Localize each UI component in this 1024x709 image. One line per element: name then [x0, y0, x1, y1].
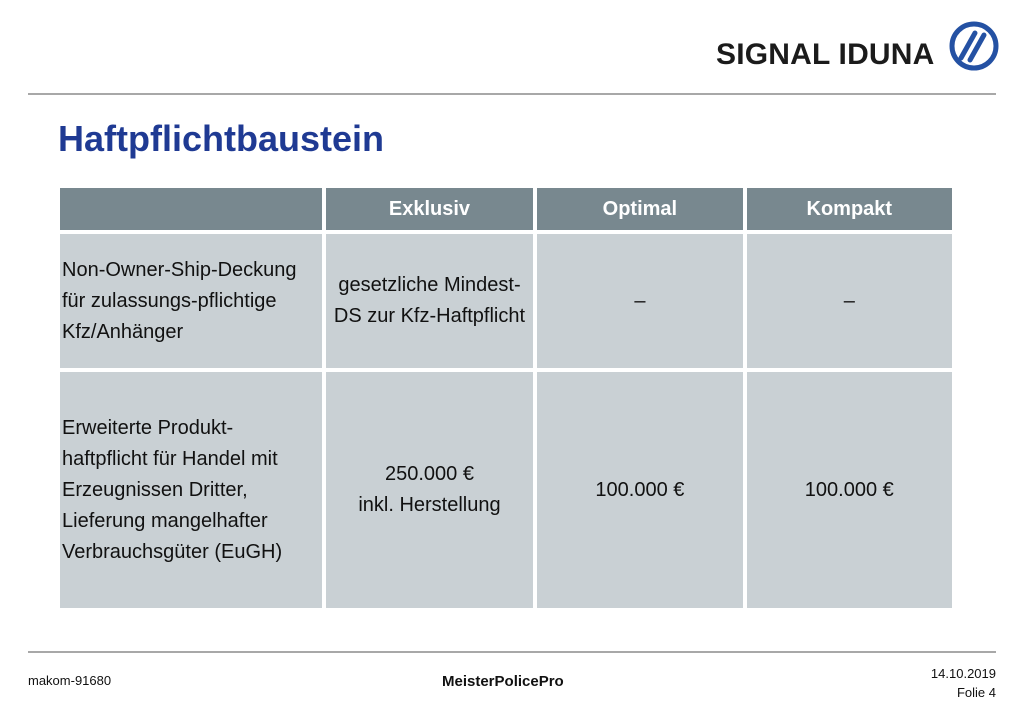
logo-text: SIGNAL IDUNA	[716, 38, 935, 71]
cell-exklusiv	[326, 372, 533, 608]
cell-exklusiv-note: inkl. Herstellung	[358, 494, 501, 516]
footer-right	[931, 664, 996, 702]
cell-exklusiv: gesetzliche Mindest-DS zur Kfz-Haftpflicht	[326, 234, 533, 368]
comparison-table	[56, 184, 956, 612]
cell-kompakt: –	[747, 234, 952, 368]
column-header-optimal: Optimal	[537, 188, 742, 230]
footer-product-name: MeisterPolicePro	[442, 673, 564, 690]
cell-exklusiv-value: 250.000 €	[384, 463, 474, 485]
footer-left-code: makom-91680	[28, 673, 112, 688]
column-header-kompakt: Kompakt	[747, 188, 952, 230]
header-divider	[28, 93, 996, 95]
row-label-produkthaftpflicht: Erweiterte Produkt-haftpflicht für Handel mit Erzeugnissen Dritter, Lieferung mangelhafter Verbrauchsgüter (EuGH)	[60, 372, 322, 608]
cell-optimal: –	[537, 234, 742, 368]
signal-iduna-logo-icon	[948, 20, 1000, 72]
cell-optimal: 100.000 €	[537, 372, 742, 608]
footer-slide-number: Folie 4	[956, 685, 996, 700]
table-row	[60, 234, 952, 368]
logo	[712, 20, 1002, 76]
column-header-empty	[60, 188, 322, 230]
table-row	[60, 372, 952, 608]
page-title: Haftpflichtbaustein	[58, 118, 385, 159]
footer-date: 14.10.2019	[930, 666, 996, 681]
column-header-exklusiv: Exklusiv	[326, 188, 533, 230]
footer-divider	[28, 651, 996, 653]
row-label-non-owner-ship: Non-Owner-Ship-Deckung für zulassungs-pflichtige Kfz/Anhänger	[60, 234, 322, 368]
table-header-row	[60, 188, 952, 230]
cell-kompakt: 100.000 €	[747, 372, 952, 608]
